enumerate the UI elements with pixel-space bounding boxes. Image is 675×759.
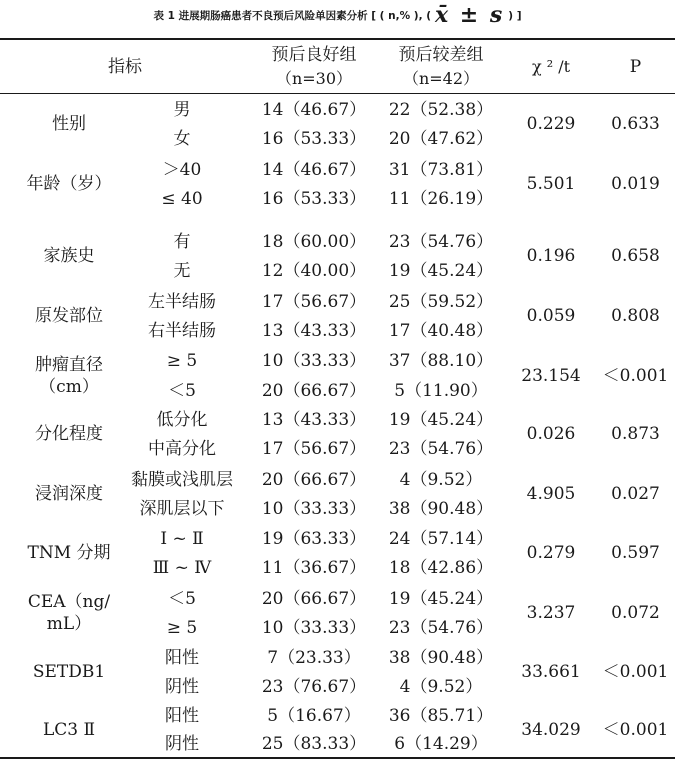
p-value-cell: ＜0.001	[602, 719, 669, 740]
level-cell: 阴性	[165, 733, 199, 754]
good-count-cell: 16（53.33）	[261, 188, 367, 209]
level-cell: 左半结肠	[148, 291, 216, 312]
p-value-cell: 0.072	[611, 603, 660, 623]
good-count-cell: 18（60.00）	[261, 231, 367, 252]
header-chi-label: χ ² /t	[531, 56, 571, 76]
poor-count-cell: 4（9.52）	[399, 676, 483, 697]
table-row	[0, 287, 675, 345]
chi-value-cell: 5.501	[526, 174, 576, 194]
good-count-cell: 13（43.33）	[261, 409, 367, 430]
poor-count-cell: 4（9.52）	[399, 469, 483, 490]
level-cell: 无	[173, 260, 191, 281]
level-cell: Ⅰ ~ Ⅱ	[160, 528, 204, 549]
table-row	[0, 524, 675, 582]
poor-count-cell: 31（73.81）	[388, 159, 494, 180]
good-count-cell: 20（66.67）	[261, 469, 367, 490]
level-cell: ≥ 5	[166, 617, 198, 638]
table-row	[0, 465, 675, 523]
poor-count-cell: 19（45.24）	[388, 409, 494, 430]
p-value-cell: 0.633	[611, 114, 660, 134]
poor-count-cell: 5（11.90）	[394, 380, 488, 401]
chi-value-cell: 3.237	[526, 603, 576, 623]
level-cell: 阳性	[165, 705, 199, 726]
table-row	[0, 701, 675, 758]
table-row	[0, 643, 675, 701]
good-count-cell: 14（46.67）	[261, 99, 367, 120]
poor-count-cell: 19（45.24）	[388, 588, 494, 609]
level-cell: ＜5	[168, 380, 196, 401]
chi-value-cell: 4.905	[526, 484, 576, 504]
chi-value-cell: 23.154	[521, 365, 581, 386]
good-count-cell: 11（36.67）	[261, 557, 367, 578]
level-cell: Ⅲ ~ Ⅳ	[152, 557, 212, 578]
level-cell: 阳性	[165, 647, 199, 668]
level-cell: 低分化	[156, 409, 208, 430]
factor-label: 原发部位	[35, 306, 103, 326]
level-cell: 有	[173, 231, 191, 252]
good-count-cell: 20（66.67）	[261, 588, 367, 609]
factor-label: 性别	[52, 114, 86, 134]
level-cell: ＞40	[162, 159, 202, 180]
level-cell: 女	[173, 128, 191, 149]
header-p-label: P	[629, 56, 642, 77]
chi-value-cell: 0.059	[526, 306, 576, 326]
good-count-cell: 23（76.67）	[261, 676, 367, 697]
poor-count-cell: 23（54.76）	[388, 438, 494, 459]
header-poor-group	[376, 40, 506, 93]
poor-count-cell: 36（85.71）	[388, 705, 494, 726]
level-cell: ≤ 40	[161, 188, 203, 209]
good-count-cell: 17（56.67）	[261, 291, 367, 312]
p-value-cell: 0.873	[611, 424, 660, 444]
factor-label: CEA（ng/	[27, 592, 111, 612]
poor-count-cell: 38（90.48）	[388, 647, 494, 668]
chi-value-cell: 33.661	[521, 662, 581, 682]
header-chi	[506, 40, 596, 93]
good-count-cell: 16（53.33）	[261, 128, 367, 149]
poor-count-cell: 25（59.52）	[388, 291, 494, 312]
poor-count-cell: 18（42.86）	[388, 557, 494, 578]
caption-text: 表 1 进展期肠癌患者不良预后风险单因素分析 [ ( n,% ), (	[153, 10, 432, 22]
p-value-cell: 0.658	[611, 246, 660, 266]
poor-count-cell: 11（26.19）	[388, 188, 494, 209]
table-header-rule	[0, 93, 675, 94]
factor-label: mL）	[46, 614, 92, 634]
chi-value-cell: 0.026	[526, 424, 576, 444]
p-value-cell: ＜0.001	[602, 365, 669, 386]
good-count-cell: 7（23.33）	[267, 647, 361, 668]
table-caption	[0, 2, 675, 28]
good-count-cell: 25（83.33）	[261, 733, 367, 754]
p-value-cell: 0.808	[611, 306, 660, 326]
header-indicator-label: 指标	[108, 56, 142, 77]
good-count-cell: 13（43.33）	[261, 320, 367, 341]
level-cell: ≥ 5	[166, 350, 198, 371]
good-count-cell: 10（33.33）	[261, 498, 367, 519]
caption-text-end: ) ]	[508, 10, 522, 22]
level-cell: 中高分化	[148, 438, 216, 459]
caption-stat-symbol: x̄ ± s	[435, 2, 505, 28]
level-cell: 右半结肠	[148, 320, 216, 341]
poor-count-cell: 24（57.14）	[388, 528, 494, 549]
good-count-cell: 5（16.67）	[267, 705, 361, 726]
poor-count-cell: 37（88.10）	[388, 350, 494, 371]
factor-label: TNM 分期	[27, 543, 111, 563]
good-count-cell: 17（56.67）	[261, 438, 367, 459]
header-p	[596, 40, 675, 93]
factor-label: LC3 Ⅱ	[42, 719, 96, 740]
good-count-cell: 10（33.33）	[261, 350, 367, 371]
poor-count-cell: 23（54.76）	[388, 231, 494, 252]
level-cell: 黏膜或浅肌层	[131, 469, 233, 490]
p-value-cell: 0.027	[611, 484, 660, 504]
factor-label: 肿瘤直径	[35, 354, 103, 375]
factor-label: （cm）	[39, 376, 99, 397]
table-row	[0, 227, 675, 285]
poor-count-cell: 6（14.29）	[394, 733, 488, 754]
poor-count-cell: 19（45.24）	[388, 260, 494, 281]
good-count-cell: 10（33.33）	[261, 617, 367, 638]
factor-label: SETDB1	[32, 662, 106, 682]
p-value-cell: 0.019	[611, 174, 660, 194]
p-value-cell: ＜0.001	[602, 662, 669, 682]
header-good-label: 预后良好组	[271, 44, 357, 65]
level-cell: 深肌层以下	[139, 498, 225, 519]
poor-count-cell: 22（52.38）	[388, 99, 494, 120]
factor-label: 浸润深度	[35, 484, 103, 504]
poor-count-cell: 20（47.62）	[388, 128, 494, 149]
poor-count-cell: 38（90.48）	[388, 498, 494, 519]
good-count-cell: 19（63.33）	[261, 528, 367, 549]
level-cell: 男	[173, 99, 191, 120]
good-count-cell: 14（46.67）	[261, 159, 367, 180]
level-cell: 阴性	[165, 676, 199, 697]
table-row	[0, 405, 675, 463]
table-row	[0, 155, 675, 213]
level-cell: ＜5	[168, 588, 196, 609]
poor-count-cell: 23（54.76）	[388, 617, 494, 638]
header-poor-label: 预后较差组	[398, 44, 484, 65]
chi-value-cell: 0.229	[526, 114, 576, 134]
factor-label: 年龄（岁）	[26, 174, 112, 194]
table-row	[0, 95, 675, 153]
chi-value-cell: 34.029	[521, 719, 581, 740]
table-row	[0, 346, 675, 405]
header-indicator	[0, 40, 250, 93]
chi-value-cell: 0.196	[526, 246, 576, 266]
header-good-n: （n=30）	[275, 68, 353, 88]
factor-label: 分化程度	[35, 424, 103, 444]
good-count-cell: 12（40.00）	[261, 260, 367, 281]
header-poor-n: （n=42）	[402, 68, 480, 88]
p-value-cell: 0.597	[611, 543, 660, 563]
header-good-group	[252, 40, 376, 93]
chi-value-cell: 0.279	[526, 543, 576, 563]
factor-label: 家族史	[43, 246, 95, 266]
table-row	[0, 584, 675, 642]
poor-count-cell: 17（40.48）	[388, 320, 494, 341]
good-count-cell: 20（66.67）	[261, 380, 367, 401]
